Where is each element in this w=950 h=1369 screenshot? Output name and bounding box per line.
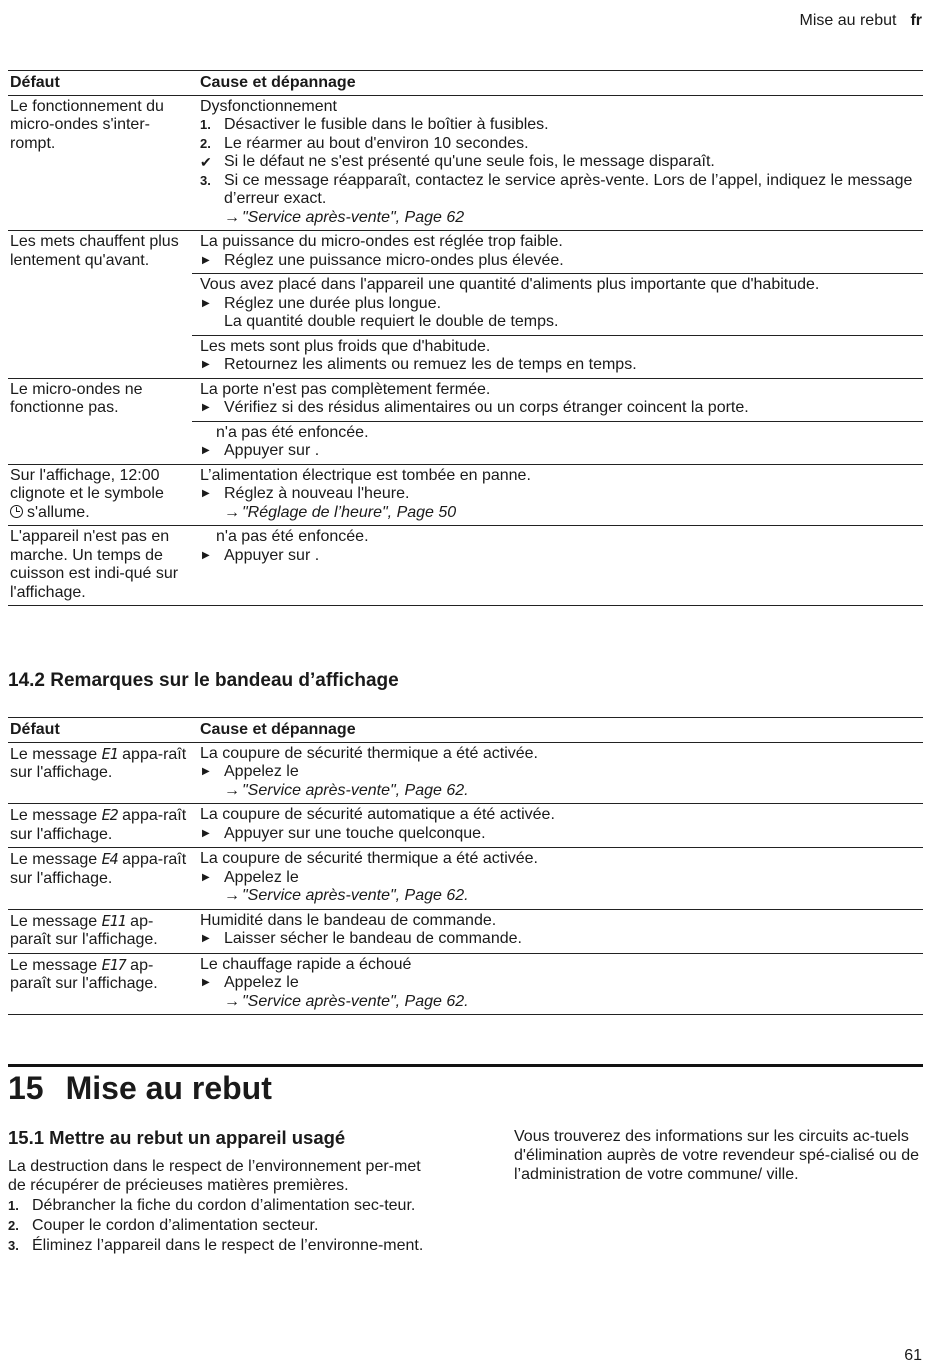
action-step: ▶ Appuyer sur une touche quelconque. <box>202 824 486 842</box>
col-header-fault: Défaut <box>8 718 192 743</box>
cause-cell <box>192 231 923 274</box>
table-row <box>8 909 923 953</box>
fault-cell: Le fonctionnement du micro-ondes s'inter-rompt. <box>8 95 192 231</box>
cause-text: La coupure de sécurité thermique a été activée. <box>200 744 538 762</box>
fault-cell: Le micro-ondes ne fonctionne pas. <box>8 378 192 464</box>
table-row <box>8 953 923 1015</box>
cause-cell <box>192 95 923 231</box>
arrow-right-icon: → <box>224 503 240 521</box>
fault-cell: Le message E1 appa-raît sur l'affichage. <box>8 742 192 804</box>
intro-text: La destruction dans le respect de l’environnement per-met de récupérer de précieuses matières premières. <box>8 1158 421 1194</box>
cause-cell <box>192 909 923 953</box>
cross-reference[interactable]: → "Service après-vente", Page 62. <box>224 781 469 799</box>
triangle-bullet-icon: ▶ <box>202 297 210 309</box>
fault-cell: Le message E4 appa-raît sur l'affichage. <box>8 848 192 910</box>
cause-cell <box>192 742 923 804</box>
action-step: ▶ Appelez le <box>202 763 299 780</box>
action-step: ▶ Appelez le <box>202 868 299 886</box>
cause-text: n'a pas été enfoncée. <box>216 528 369 545</box>
cause-text: Vous avez placé dans l'appareil une quantité d'aliments plus importante que d'habitude. <box>200 276 820 293</box>
cause-text: Humidité dans le bandeau de commande. <box>200 911 497 929</box>
triangle-bullet-icon: ▶ <box>202 827 210 839</box>
fault-cell: Les mets chauffent plus lentement qu'avant. <box>8 231 192 379</box>
running-header <box>800 12 923 30</box>
col-header-fault: Défaut <box>8 71 192 96</box>
triangle-bullet-icon: ▶ <box>202 445 210 456</box>
cause-cell <box>192 335 923 378</box>
cause-cell <box>192 421 923 464</box>
table-row <box>8 231 923 274</box>
cause-text: La coupure de sécurité thermique a été activée. <box>200 850 538 867</box>
step-3: 3. Si ce message réapparaît, contactez le service après-vente. Lors de l’appel, indiquez le message d’erreur exact. <box>200 171 913 207</box>
triangle-bullet-icon: ▶ <box>202 254 210 266</box>
cause-text: L’alimentation électrique est tombée en panne. <box>200 466 531 484</box>
step-1: 1. Désactiver le fusible dans le boîtier à fusibles. <box>200 116 549 133</box>
arrow-right-icon: → <box>224 781 240 799</box>
fault-cell: Le message E17 ap-paraît sur l'affichage. <box>8 953 192 1015</box>
col-header-cause: Cause et dépannage <box>192 71 923 96</box>
fault-cell: Sur l'affichage, 12:00 clignote et le symbole s'allume. <box>8 464 192 526</box>
step-3: 3. Éliminez l’appareil dans le respect de l’environne-ment. <box>8 1237 424 1254</box>
table-row <box>8 848 923 910</box>
cause-text: La coupure de sécurité automatique a été activée. <box>200 806 555 823</box>
action-step: ▶ Vérifiez si des résidus alimentaires ou un corps étranger coincent la porte. <box>202 399 749 416</box>
display-code: E4 <box>101 850 118 868</box>
cause-cell <box>192 464 923 526</box>
cause-cell <box>192 848 923 910</box>
cause-cell <box>192 953 923 1015</box>
table-row <box>8 378 923 421</box>
display-code: E2 <box>101 806 118 824</box>
col-header-cause: Cause et dépannage <box>192 718 923 743</box>
cross-reference[interactable]: → "Service après-vente", Page 62. <box>224 887 469 904</box>
chapter-title: 15 Mise au rebut <box>8 1070 272 1106</box>
step-2: 2. Le réarmer au bout d'environ 10 secondes. <box>200 134 529 152</box>
table-row <box>8 742 923 804</box>
action-step: ▶ Réglez une puissance micro-ondes plus élevée. <box>202 251 564 269</box>
cause-text: La porte n'est pas complètement fermée. <box>200 380 491 398</box>
triangle-bullet-icon: ▶ <box>202 977 210 988</box>
step-2: 2. Couper le cordon d’alimentation secteur. <box>8 1217 319 1234</box>
result-step: ✔ Si le défaut ne s'est présenté qu'une seule fois, le message disparaît. <box>200 153 715 170</box>
disposal-column-right: Vous trouverez des informations sur les circuits ac-tuels d'élimination auprès de votre revendeur spé-cialisé ou de l’administration de votre commune/ ville. <box>514 1128 920 1183</box>
display-messages-table <box>8 717 923 1015</box>
fault-table <box>8 70 923 606</box>
header-section: Mise au rebut <box>799 12 897 29</box>
triangle-bullet-icon: ▶ <box>202 766 210 777</box>
cause-cell <box>192 804 923 848</box>
check-icon: ✔ <box>200 154 212 170</box>
page-number: 61 <box>904 1347 922 1364</box>
step-1: 1. Débrancher la fiche du cordon d’alimentation sec-teur. <box>8 1197 416 1214</box>
arrow-right-icon: → <box>224 208 240 226</box>
action-step: ▶ Appuyer sur . <box>202 442 320 459</box>
section-heading-14-2: 14.2 Remarques sur le bandeau d’affichage <box>8 670 399 691</box>
cross-reference[interactable]: → "Service après-vente", Page 62 <box>224 208 465 226</box>
cross-reference[interactable]: → "Service après-vente", Page 62. <box>224 992 469 1010</box>
cause-text: n'a pas été enfoncée. <box>216 423 369 441</box>
display-code: E11 <box>101 911 126 930</box>
note-text: La quantité double requiert le double de temps. <box>224 313 559 330</box>
cause-text: Le chauffage rapide a échoué <box>200 955 412 973</box>
cross-reference[interactable]: → "Réglage de l’heure", Page 50 <box>224 503 457 521</box>
cause-text: Dysfonctionnement <box>200 97 337 115</box>
triangle-bullet-icon: ▶ <box>202 871 210 883</box>
triangle-bullet-icon: ▶ <box>202 933 210 944</box>
table-row <box>8 95 923 231</box>
section-heading-15-1: 15.1 Mettre au rebut un appareil usagé <box>8 1127 346 1148</box>
display-code: E1 <box>101 744 118 763</box>
action-step: ▶ Laisser sécher le bandeau de commande. <box>202 930 522 947</box>
cause-cell <box>192 274 923 336</box>
cause-cell <box>192 526 923 606</box>
display-code: E17 <box>101 955 126 974</box>
fault-cell: Le message E11 ap-paraît sur l'affichage. <box>8 909 192 953</box>
table-row <box>8 464 923 526</box>
arrow-right-icon: → <box>224 992 240 1010</box>
triangle-bullet-icon: ▶ <box>202 402 210 413</box>
table-row <box>8 526 923 606</box>
triangle-bullet-icon: ▶ <box>202 359 210 370</box>
cause-text: Les mets sont plus froids que d'habitude. <box>200 337 491 355</box>
fault-cell: Le message E2 appa-raît sur l'affichage. <box>8 804 192 848</box>
clock-icon <box>10 505 23 518</box>
header-lang: fr <box>910 12 922 29</box>
chapter-rule <box>8 1064 923 1067</box>
action-step: ▶ Appelez le <box>202 974 299 991</box>
disposal-column-left <box>8 1128 438 1255</box>
action-step: ▶ Retournez les aliments ou remuez les de temps en temps. <box>202 356 637 373</box>
table-row <box>8 804 923 848</box>
action-step: ▶ Réglez une durée plus longue. <box>202 294 442 312</box>
triangle-bullet-icon: ▶ <box>202 488 210 499</box>
action-step: ▶ Réglez à nouveau l'heure. <box>202 485 410 502</box>
cause-text: La puissance du micro-ondes est réglée trop faible. <box>200 233 563 250</box>
triangle-bullet-icon: ▶ <box>202 549 210 561</box>
action-step: ▶ Appuyer sur . <box>202 546 320 564</box>
cause-cell <box>192 378 923 421</box>
fault-cell: L'appareil n'est pas en marche. Un temps de cuisson est indi-qué sur l'affichage. <box>8 526 192 606</box>
arrow-right-icon: → <box>224 887 240 904</box>
